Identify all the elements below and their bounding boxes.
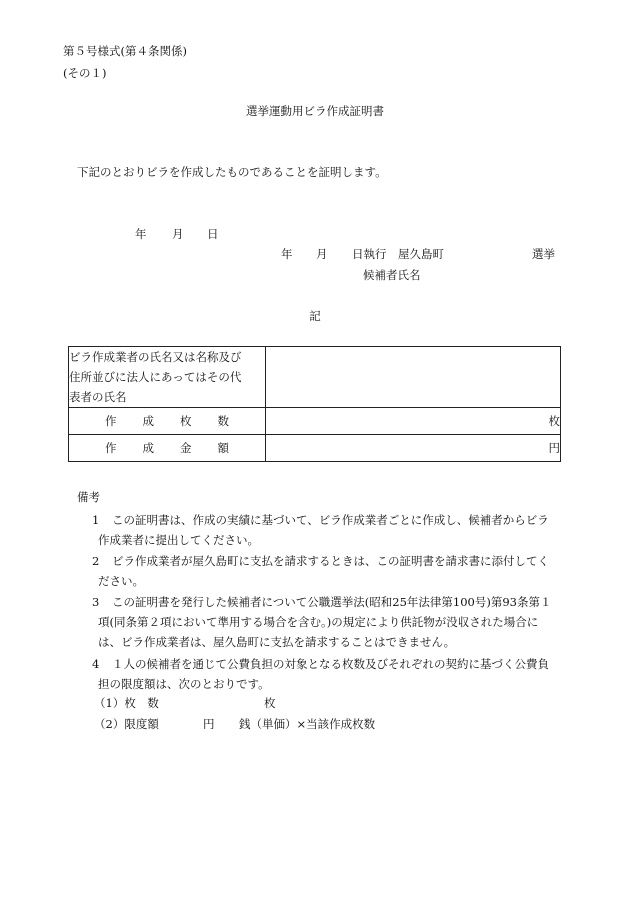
candidate-name-label: 候補者氏名 (363, 268, 421, 282)
note-line: 担の限度額は、次のとおりです。 (98, 677, 270, 691)
sub-item-limit-rest: 銭（単価）×当該作成枚数 (239, 717, 376, 731)
vendor-label-line: 住所並びに法人にあってはその代 (69, 370, 242, 384)
vendor-value-cell (266, 347, 561, 408)
table-row (69, 408, 561, 435)
form-part: (その１) (63, 66, 107, 80)
note-line: 項(同条第２項において準用する場合を含む。)の規定により供託物が没収された場合に (98, 615, 539, 629)
note-line: ださい。 (98, 574, 144, 588)
info-table (68, 346, 561, 462)
note-number: 2 (92, 554, 100, 568)
sheet-count-char: 成 (142, 414, 154, 428)
document-title: 選挙運動用ビラ作成証明書 (246, 104, 384, 118)
note-line: この証明書は、作成の実績に基づいて、ビラ作成業者ごとに作成し、候補者からビラ (112, 513, 549, 527)
amount-value-cell (266, 435, 561, 462)
election-month: 月 (316, 247, 328, 261)
amount-char: 成 (142, 441, 154, 455)
vendor-label-line: ビラ作成業者の氏名又は名称及び (69, 350, 242, 364)
election-day-exec: 日執行 (352, 247, 387, 261)
note-line: ビラ作成業者が屋久島町に支払を請求するときは、この証明書を請求書に添付してく (112, 554, 549, 568)
date-year: 年 (135, 227, 147, 241)
note-line: この証明書を発行した候補者について公職選挙法(昭和25年法律第100号)第93条第１ (112, 595, 552, 609)
amount-char: 作 (105, 441, 117, 455)
sheet-count-char: 数 (217, 414, 229, 428)
table-row (69, 435, 561, 462)
amount-label-cell (69, 435, 266, 462)
amount-char: 額 (217, 441, 229, 455)
election-year: 年 (281, 247, 293, 261)
sub-item-limit: （2）限度額 (94, 717, 159, 731)
note-number: 4 (92, 657, 100, 671)
note-line: は、ビラ作成業者は、屋久島町に支払を請求することはできません。 (98, 635, 456, 649)
sub-item-sheet-count: （1）枚 数 (94, 696, 159, 710)
note-line: 作成業者に提出してください。 (98, 533, 259, 547)
ki-heading: 記 (309, 309, 321, 323)
amount-char: 金 (180, 441, 192, 455)
election-town: 屋久島町 (398, 247, 444, 261)
note-line: １人の候補者を通じて公費負担の対象となる枚数及びそれぞれの契約に基づく公費負 (112, 657, 549, 671)
table-row (69, 347, 561, 408)
date-day: 日 (207, 227, 219, 241)
sub-item-sheet-unit: 枚 (264, 696, 276, 710)
date-month: 月 (172, 227, 184, 241)
sheet-count-char: 作 (105, 414, 117, 428)
sub-item-limit-yen: 円 (203, 717, 215, 731)
sheet-count-char: 枚 (180, 414, 192, 428)
certification-statement: 下記のとおりビラを作成したものであることを証明します。 (77, 165, 387, 179)
election-name: 選挙 (532, 247, 555, 261)
sheet-count-label-cell (69, 408, 266, 435)
note-number: 3 (92, 595, 100, 609)
sheet-count-value-cell (266, 408, 561, 435)
amount-unit: 円 (548, 441, 560, 455)
form-number: 第５号様式(第４条関係) (63, 44, 187, 58)
vendor-label-cell (69, 347, 266, 408)
notes-heading: 備考 (77, 490, 100, 504)
note-number: 1 (92, 513, 100, 527)
vendor-label-line: 表者の氏名 (69, 390, 127, 404)
sheet-count-unit: 枚 (548, 414, 560, 428)
